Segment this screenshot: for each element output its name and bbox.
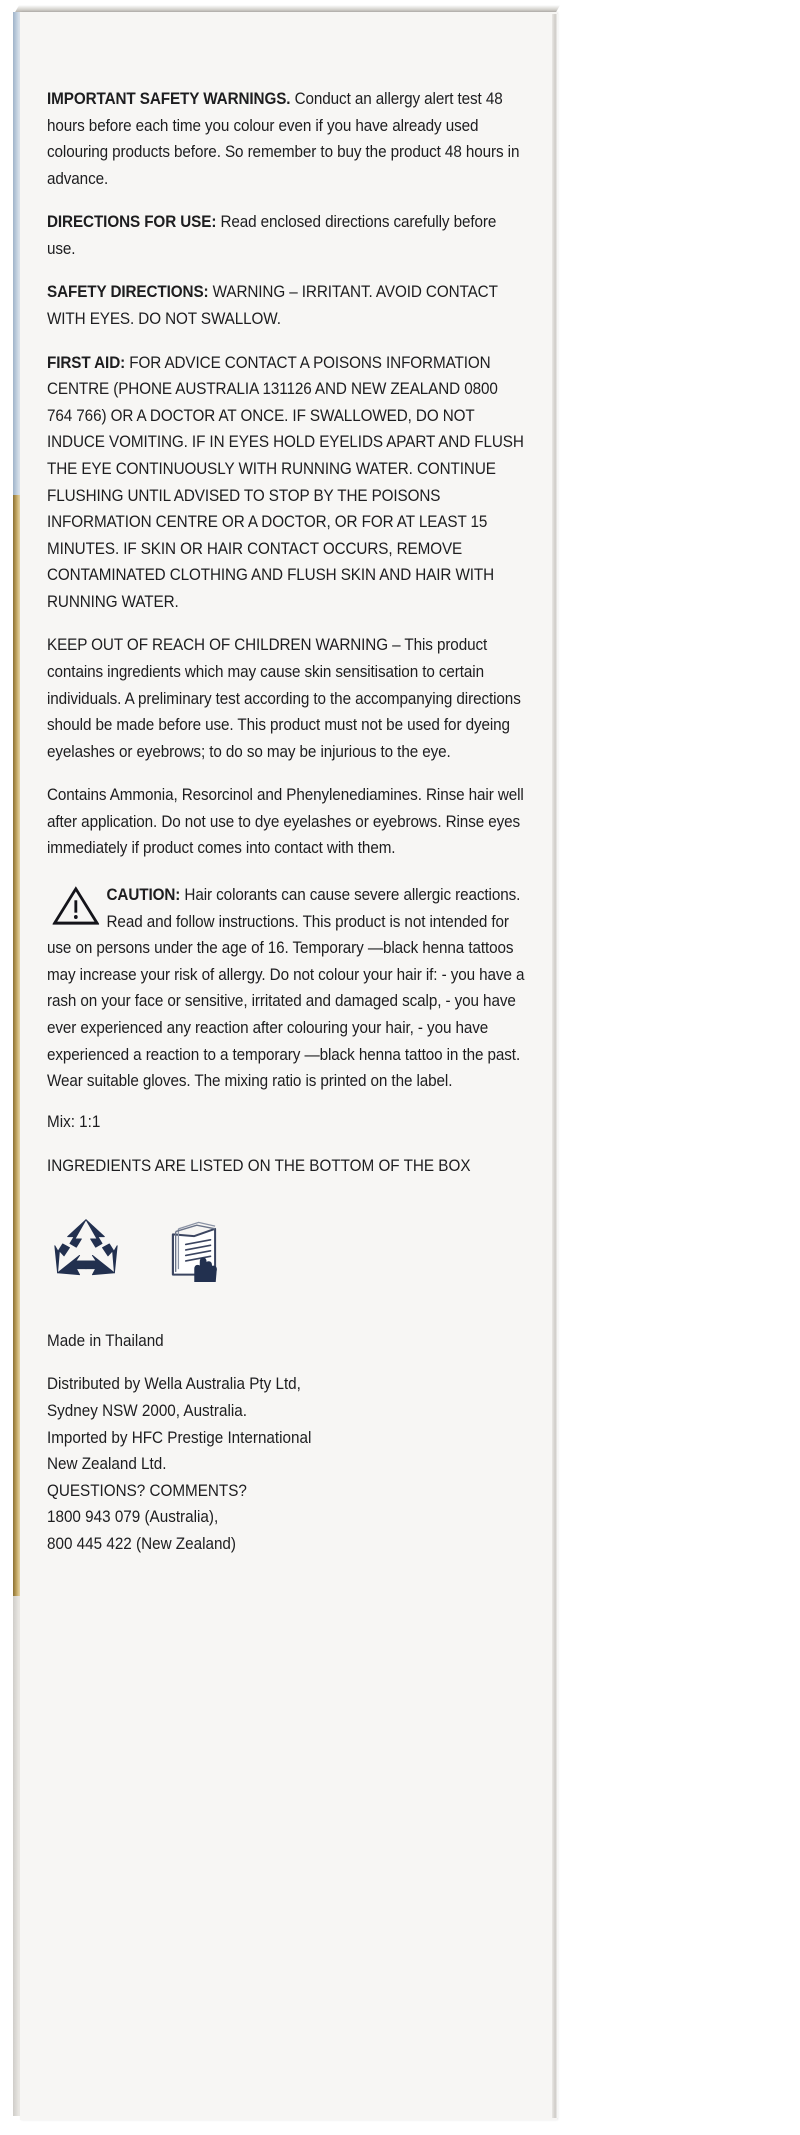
section-body-text: FOR ADVICE CONTACT A POISONS INFORMATION CENTRE (PHONE AUSTRALIA 131126 AND NEW ZEALAND 0800 764 766) OR A DOCTOR AT ONCE. IF SWALLOWED, DO NOT INDUCE VOMITING. IF IN EYES HOLD EYELIDS APART AND FLUSH THE EYE CONTINUOUSLY WITH RUNNING WATER. CONTINUE FLUSHING UNTIL ADVISED TO STOP BY THE POISONS INFORMATION CENTRE OR A DOCTOR, OR FOR AT LEAST 15 MINUTES. IF SKIN OR HAIR CONTACT OCCURS, REMOVE CONTAMINATED CLOTHING AND FLUSH SKIN AND HAIR WITH RUNNING WATER. bbox=[47, 353, 524, 611]
section-contains-statement bbox=[47, 782, 527, 862]
section-body-text: Contains Ammonia, Resorcinol and Phenylenediamines. Rinse hair well after application. Do not use to dye eyelashes or eyebrows. Rinse eyes immediately if product comes into contact with them. bbox=[47, 786, 524, 858]
section-body-text: KEEP OUT OF REACH OF CHILDREN WARNING – This product contains ingredients which may cause skin sensitisation to certain individuals. A preliminary test according to the accompanying directions should be made before use. This product must not be used for dyeing eyelashes or eyebrows; to do so may be injurious to the eye. bbox=[47, 636, 521, 761]
distributor-address-block bbox=[47, 1371, 527, 1557]
section-safety-directions bbox=[47, 279, 527, 332]
package-text-column bbox=[47, 86, 527, 1574]
section-keep-out-of-reach bbox=[47, 632, 527, 765]
section-important-safety-warnings bbox=[47, 86, 527, 192]
country-of-origin: Made in Thailand bbox=[47, 1331, 164, 1350]
carton-right-fold bbox=[552, 14, 558, 2118]
section-body-text: WARNING – IRRITANT. AVOID CONTACT WITH EYES. DO NOT SWALLOW. bbox=[47, 283, 498, 329]
warning-triangle-icon bbox=[53, 886, 100, 926]
caution-lead-label: CAUTION: bbox=[106, 886, 181, 905]
section-body-text: Conduct an allergy alert test 48 hours before each time you colour even if you have already used colouring products before. So remember to buy the product 48 hours in advance. bbox=[47, 90, 520, 188]
caution-body-text: Hair colorants can cause severe allergic reactions. Read and follow instructions. This product is not intended for use on persons under the age of 16. Temporary —black henna tattoos may increase your risk of allergy. Do not colour your hair if: - you have a rash on your face or sensitive, irritated and damaged scalp, - you have ever experienced any reaction after colouring your hair, - you have experienced a reaction to a temporary —black henna tattoo in the past. Wear suitable gloves. The mixing ratio is printed on the label. bbox=[47, 886, 525, 1091]
section-lead-label: IMPORTANT SAFETY WARNINGS. bbox=[47, 90, 291, 108]
read-leaflet-icon bbox=[163, 1216, 225, 1282]
section-lead-label: DIRECTIONS FOR USE: bbox=[47, 213, 217, 232]
section-first-aid bbox=[47, 350, 527, 616]
phone-australia: 1800 943 079 (Australia), bbox=[47, 1508, 219, 1527]
ingredients-location-note: INGREDIENTS ARE LISTED ON THE BOTTOM OF THE BOX bbox=[47, 1157, 471, 1176]
section-caution bbox=[47, 882, 527, 1095]
section-directions-for-use bbox=[47, 209, 527, 262]
phone-new-zealand: 800 445 422 (New Zealand) bbox=[47, 1534, 236, 1553]
recycling-icon bbox=[49, 1216, 123, 1282]
address-line: Imported by HFC Prestige International bbox=[47, 1428, 312, 1447]
section-body-text: Read enclosed directions carefully before use. bbox=[47, 213, 497, 258]
questions-comments-label: QUESTIONS? COMMENTS? bbox=[47, 1481, 247, 1500]
address-line: Sydney NSW 2000, Australia. bbox=[47, 1401, 247, 1420]
address-line: New Zealand Ltd. bbox=[47, 1455, 167, 1474]
mix-ratio-line: Mix: 1:1 bbox=[47, 1112, 101, 1131]
address-line: Distributed by Wella Australia Pty Ltd, bbox=[47, 1375, 301, 1394]
caution-text bbox=[47, 882, 527, 1095]
carton-spine-blue-strip bbox=[13, 12, 20, 499]
section-lead-label: FIRST AID: bbox=[47, 353, 126, 372]
section-lead-label: SAFETY DIRECTIONS: bbox=[47, 283, 209, 302]
symbol-row bbox=[49, 1210, 527, 1282]
